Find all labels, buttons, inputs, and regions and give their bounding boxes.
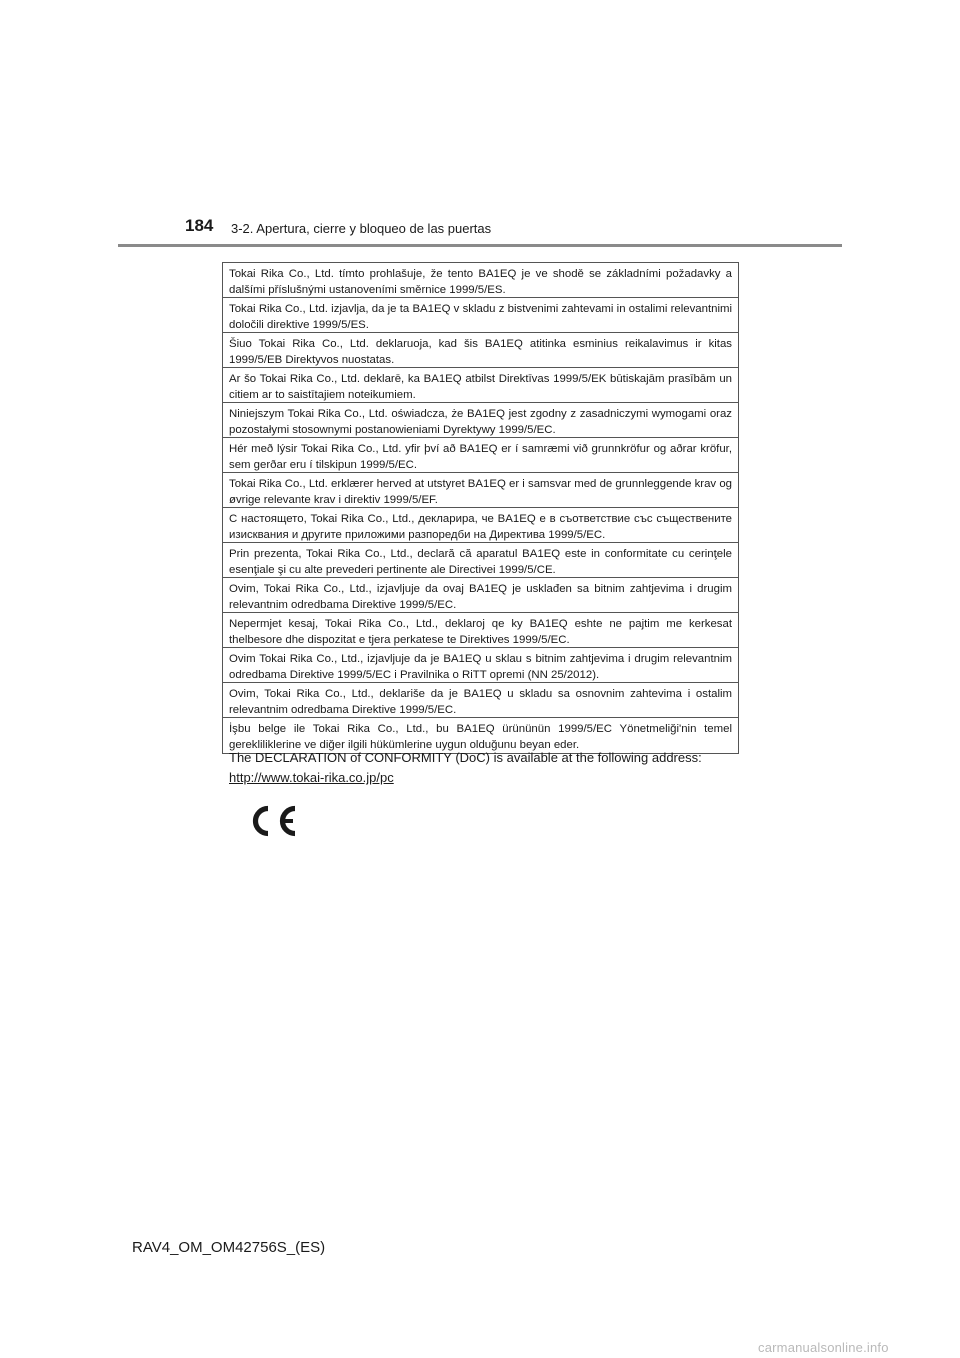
declaration-row: Šiuo Tokai Rika Co., Ltd. deklaruoja, kad šis BA1EQ atitinka esminius reikalavimus ir kitas 1999/5/EB Direktyvos nuostatas. xyxy=(223,333,738,368)
ce-mark-icon xyxy=(246,803,298,839)
declaration-row: Prin prezenta, Tokai Rika Co., Ltd., declară că aparatul BA1EQ este in conformitate cu cerinţele esenţiale şi cu alte prevederi pertinente ale Directivei 1999/5/CE. xyxy=(223,543,738,578)
document-id: RAV4_OM_OM42756S_(ES) xyxy=(132,1239,326,1256)
declaration-row: Tokai Rika Co., Ltd. izjavlja, da je ta BA1EQ v skladu z bistvenimi zahtevami in ostalimi relevantnimi določili direktive 1999/5/ES. xyxy=(223,298,738,333)
declaration-table xyxy=(222,262,739,754)
declaration-row: Ovim Tokai Rika Co., Ltd., izjavljuje da je BA1EQ u sklau s bitnim zahtjevima i drugim relevantnim odredbama Direktive 1999/5/EC i Pravilnika o RiTT opremi (NN 25/2012). xyxy=(223,648,738,683)
declaration-row: Ar šo Tokai Rika Co., Ltd. deklarē, ka BA1EQ atbilst Direktīvas 1999/5/EK būtiskajām prasībām un citiem ar to saistītajiem noteikumiem. xyxy=(223,368,738,403)
declaration-row: İşbu belge ile Tokai Rika Co., Ltd., bu BA1EQ ürününün 1999/5/EC Yönetmeliği'nin temel gerekliliklerine ve diğer ilgili hükümlerine uygun olduğunu beyan eder. xyxy=(229,723,732,751)
declaration-row: Ovim, Tokai Rika Co., Ltd., izjavljuje da ovaj BA1EQ je usklađen sa bitnim zahtjevima i drugim relevantnim odredbama Direktive 1999/5/EC. xyxy=(223,578,738,613)
declaration-row: Tokai Rika Co., Ltd. erklærer herved at utstyret BA1EQ er i samsvar med de grunnleggende krav og øvrige relevante krav i direktiv 1999/5/EF. xyxy=(223,473,738,508)
declaration-row: Hér með lýsir Tokai Rika Co., Ltd. yfir því að BA1EQ er í samræmi við grunnkröfur og aðrar kröfur, sem gerðar eru í tilskipun 1999/5/EC. xyxy=(223,438,738,473)
header-rule xyxy=(118,244,842,247)
doc-url-link[interactable]: http://www.tokai-rika.co.jp/pc xyxy=(229,770,394,785)
section-title: 3-2. Apertura, cierre y bloqueo de las puertas xyxy=(231,221,492,236)
declaration-row: Ovim, Tokai Rika Co., Ltd., deklariše da je BA1EQ u skladu sa osnovnim zahtevima i ostalim relevantnim odredbama Direktive 1999/5/EC. xyxy=(223,683,738,718)
page-number: 184 xyxy=(185,216,214,235)
declaration-row: Niniejszym Tokai Rika Co., Ltd. oświadcza, że BA1EQ jest zgodny z zasadniczymi wymogami oraz pozostałymi stosownymi postanowieniami Dyrektywy 1999/5/EC. xyxy=(223,403,738,438)
declaration-row: Tokai Rika Co., Ltd. tímto prohlašuje, že tento BA1EQ je ve shodě se základními požadavky a dalšími příslušnými ustanoveními směrnice 1999/5/ES. xyxy=(223,263,738,298)
declaration-row: С настоящето, Tokai Rika Co., Ltd., декларира, че BA1EQ е в съответствие със съществените изисквания и другите приложими разпоредби на Директива 1999/5/ЕС. xyxy=(223,508,738,543)
declaration-row: Nepermjet kesaj, Tokai Rika Co., Ltd., deklaroj qe ky BA1EQ eshte ne pajtim me kerkesat thelbesore dhe dispozitat e tjera perkatese te Direktives 1999/5/EC. xyxy=(223,613,738,648)
watermark: carmanualsonline.info xyxy=(758,1340,889,1355)
doc-availability-note: The DECLARATION of CONFORMITY (DoC) is available at the following address: xyxy=(229,750,702,765)
